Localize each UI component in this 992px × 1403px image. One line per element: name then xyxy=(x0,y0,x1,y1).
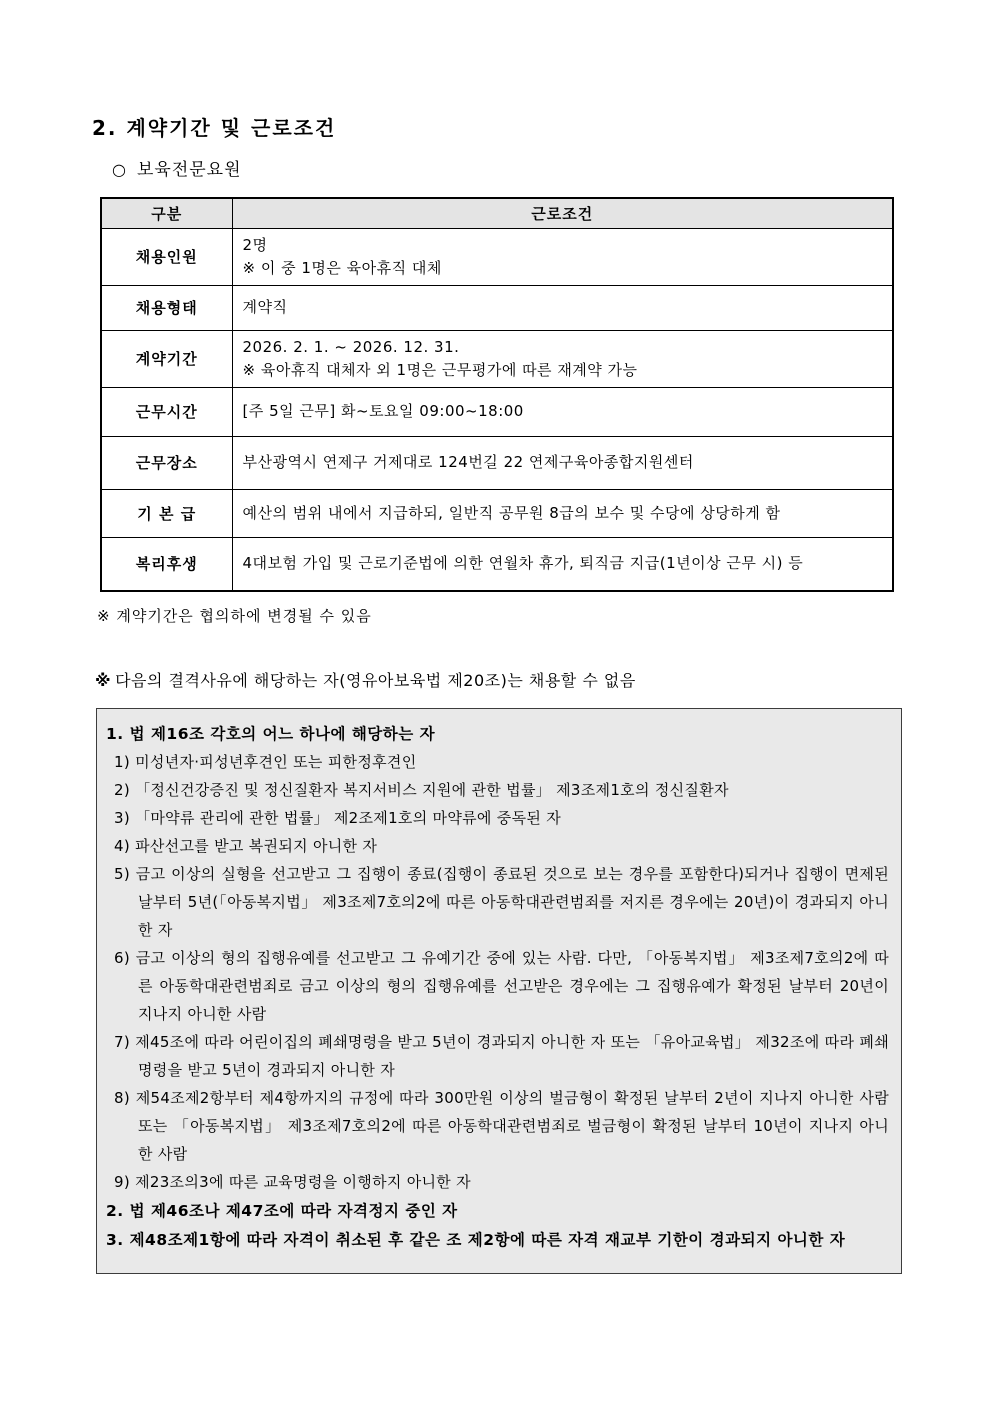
row-value xyxy=(232,537,893,591)
row-value-line: ※ 육아휴직 대체자 외 1명은 근무평가에 따른 재계약 가능 xyxy=(242,360,638,379)
subsection-title-label: 보육전문요원 xyxy=(136,160,242,180)
disq-sub-text: 제54조제2항부터 제4항까지의 규정에 따라 300만원 이상의 벌금형이 확정된 날부터 2년이 지나지 아니한 사람 또는 「아동복지법」 제3조제7호의2에 따른 아동학대관련범죄로 벌금형이 확정된 날부터 10년이 지나지 아니한 사람 xyxy=(135,1089,889,1163)
table-row xyxy=(101,537,893,591)
row-label: 근무시간 xyxy=(101,387,232,436)
disq-heading: 1. 법 제16조 각호의 어느 하나에 해당하는 자 xyxy=(106,725,436,743)
section-title: 2. 계약기간 및 근로조건 xyxy=(92,116,337,140)
disq-sub-item xyxy=(104,832,891,860)
disq-heading: 3. 제48조제1항에 따라 자격이 취소된 후 같은 조 제2항에 따른 자격 재교부 기한이 경과되지 아니한 자 xyxy=(106,1231,846,1249)
disq-sub-item xyxy=(104,944,891,1028)
column-header-conditions: 근로조건 xyxy=(232,198,893,228)
row-label: 채용인원 xyxy=(101,228,232,285)
row-value xyxy=(232,228,893,285)
reference-mark-icon: ※ xyxy=(95,671,112,690)
table-row xyxy=(101,228,893,285)
disq-sub-item xyxy=(104,860,891,944)
disq-sub-num: 6) xyxy=(114,949,130,967)
disq-sub-num: 8) xyxy=(114,1089,130,1107)
row-value-line: ※ 이 중 1명은 육아휴직 대체 xyxy=(242,258,442,277)
disqualification-box xyxy=(96,708,902,1274)
table-row xyxy=(101,330,893,387)
row-label: 채용형태 xyxy=(101,285,232,330)
table-row xyxy=(101,387,893,436)
row-value xyxy=(232,489,893,537)
disq-heading: 2. 법 제46조나 제47조에 따라 자격정지 중인 자 xyxy=(106,1202,458,1220)
disq-sub-text: 금고 이상의 형의 집행유예를 선고받고 그 유예기간 중에 있는 사람. 다만, 「아동복지법」 제3조제7호의2에 따른 아동학대관련범죄로 금고 이상의 형의 집행유예를 선고받은 경우에는 그 집행유예가 확정된 날부터 20년이 지나지 아니한 사람 xyxy=(135,949,890,1023)
row-value xyxy=(232,436,893,489)
disq-sub-item xyxy=(104,1084,891,1168)
disq-sub-text: 「마약류 관리에 관한 법률」 제2조제1호의 마약류에 중독된 자 xyxy=(135,809,562,827)
row-value xyxy=(232,330,893,387)
disq-sub-item xyxy=(104,804,891,832)
table-row xyxy=(101,285,893,330)
subsection-title xyxy=(112,155,242,180)
table-row xyxy=(101,436,893,489)
disq-sub-num: 3) xyxy=(114,809,130,827)
row-value-line: 2명 xyxy=(242,235,268,254)
row-value xyxy=(232,285,893,330)
row-value-line: 부산광역시 연제구 거제대로 124번길 22 연제구육아종합지원센터 xyxy=(242,453,694,471)
disq-sub-num: 9) xyxy=(114,1173,130,1191)
row-value-line: [주 5일 근무] 화~토요일 09:00~18:00 xyxy=(242,402,524,420)
note-disqualification-text: 다음의 결격사유에 해당하는 자(영유아보육법 제20조)는 채용할 수 없음 xyxy=(115,671,636,690)
row-label: 근무장소 xyxy=(101,436,232,489)
disq-sub-item xyxy=(104,1028,891,1084)
row-value-line: 계약직 xyxy=(242,298,288,316)
disq-sub-num: 4) xyxy=(114,837,130,855)
row-label: 복리후생 xyxy=(101,537,232,591)
row-label: 계약기간 xyxy=(101,330,232,387)
column-header-category: 구분 xyxy=(101,198,232,228)
row-value xyxy=(232,387,893,436)
table-body xyxy=(101,228,893,591)
working-conditions-table xyxy=(100,197,894,592)
table-row xyxy=(101,489,893,537)
disq-sub-text: 금고 이상의 실형을 선고받고 그 집행이 종료(집행이 종료된 것으로 보는 경우를 포함한다)되거나 집행이 면제된 날부터 5년(「아동복지법」 제3조제7호의2에 따른 아동학대관련범죄를 저지른 경우에는 20년)이 경과되지 아니한 자 xyxy=(135,865,889,939)
disq-sub-item xyxy=(104,776,891,804)
disq-sub-num: 7) xyxy=(114,1033,130,1051)
disq-sub-item xyxy=(104,748,891,776)
disq-sub-text: 제23조의3에 따른 교육명령을 이행하지 아니한 자 xyxy=(135,1173,471,1191)
disq-sub-item xyxy=(104,1168,891,1196)
note-contract-period: ※ 계약기간은 협의하에 변경될 수 있음 xyxy=(97,607,372,625)
disq-sub-num: 1) xyxy=(114,753,130,771)
row-label: 기 본 급 xyxy=(101,489,232,537)
disq-sub-text: 미성년자·피성년후견인 또는 피한정후견인 xyxy=(135,753,417,771)
row-value-line: 2026. 2. 1. ~ 2026. 12. 31. xyxy=(242,337,460,356)
disq-sub-num: 5) xyxy=(114,865,130,883)
disq-sub-num: 2) xyxy=(114,781,130,799)
row-value-line: 예산의 범위 내에서 지급하되, 일반직 공무원 8급의 보수 및 수당에 상당하게 함 xyxy=(242,503,781,522)
row-value-line: 4대보험 가입 및 근로기준법에 의한 연월차 휴가, 퇴직금 지급(1년이상 근무 시) 등 xyxy=(242,554,804,573)
disq-sub-text: 파산선고를 받고 복권되지 아니한 자 xyxy=(135,837,378,855)
disq-sub-text: 제45조에 따라 어린이집의 폐쇄명령을 받고 5년이 경과되지 아니한 자 또는 「유아교육법」 제32조에 따라 폐쇄명령을 받고 5년이 경과되지 아니한 자 xyxy=(135,1033,889,1079)
note-disqualification xyxy=(95,668,636,691)
table-header xyxy=(101,198,893,228)
disq-sub-text: 「정신건강증진 및 정신질환자 복지서비스 지원에 관한 법률」 제3조제1호의 정신질환자 xyxy=(135,781,729,799)
circle-bullet-icon: ○ xyxy=(112,160,127,179)
